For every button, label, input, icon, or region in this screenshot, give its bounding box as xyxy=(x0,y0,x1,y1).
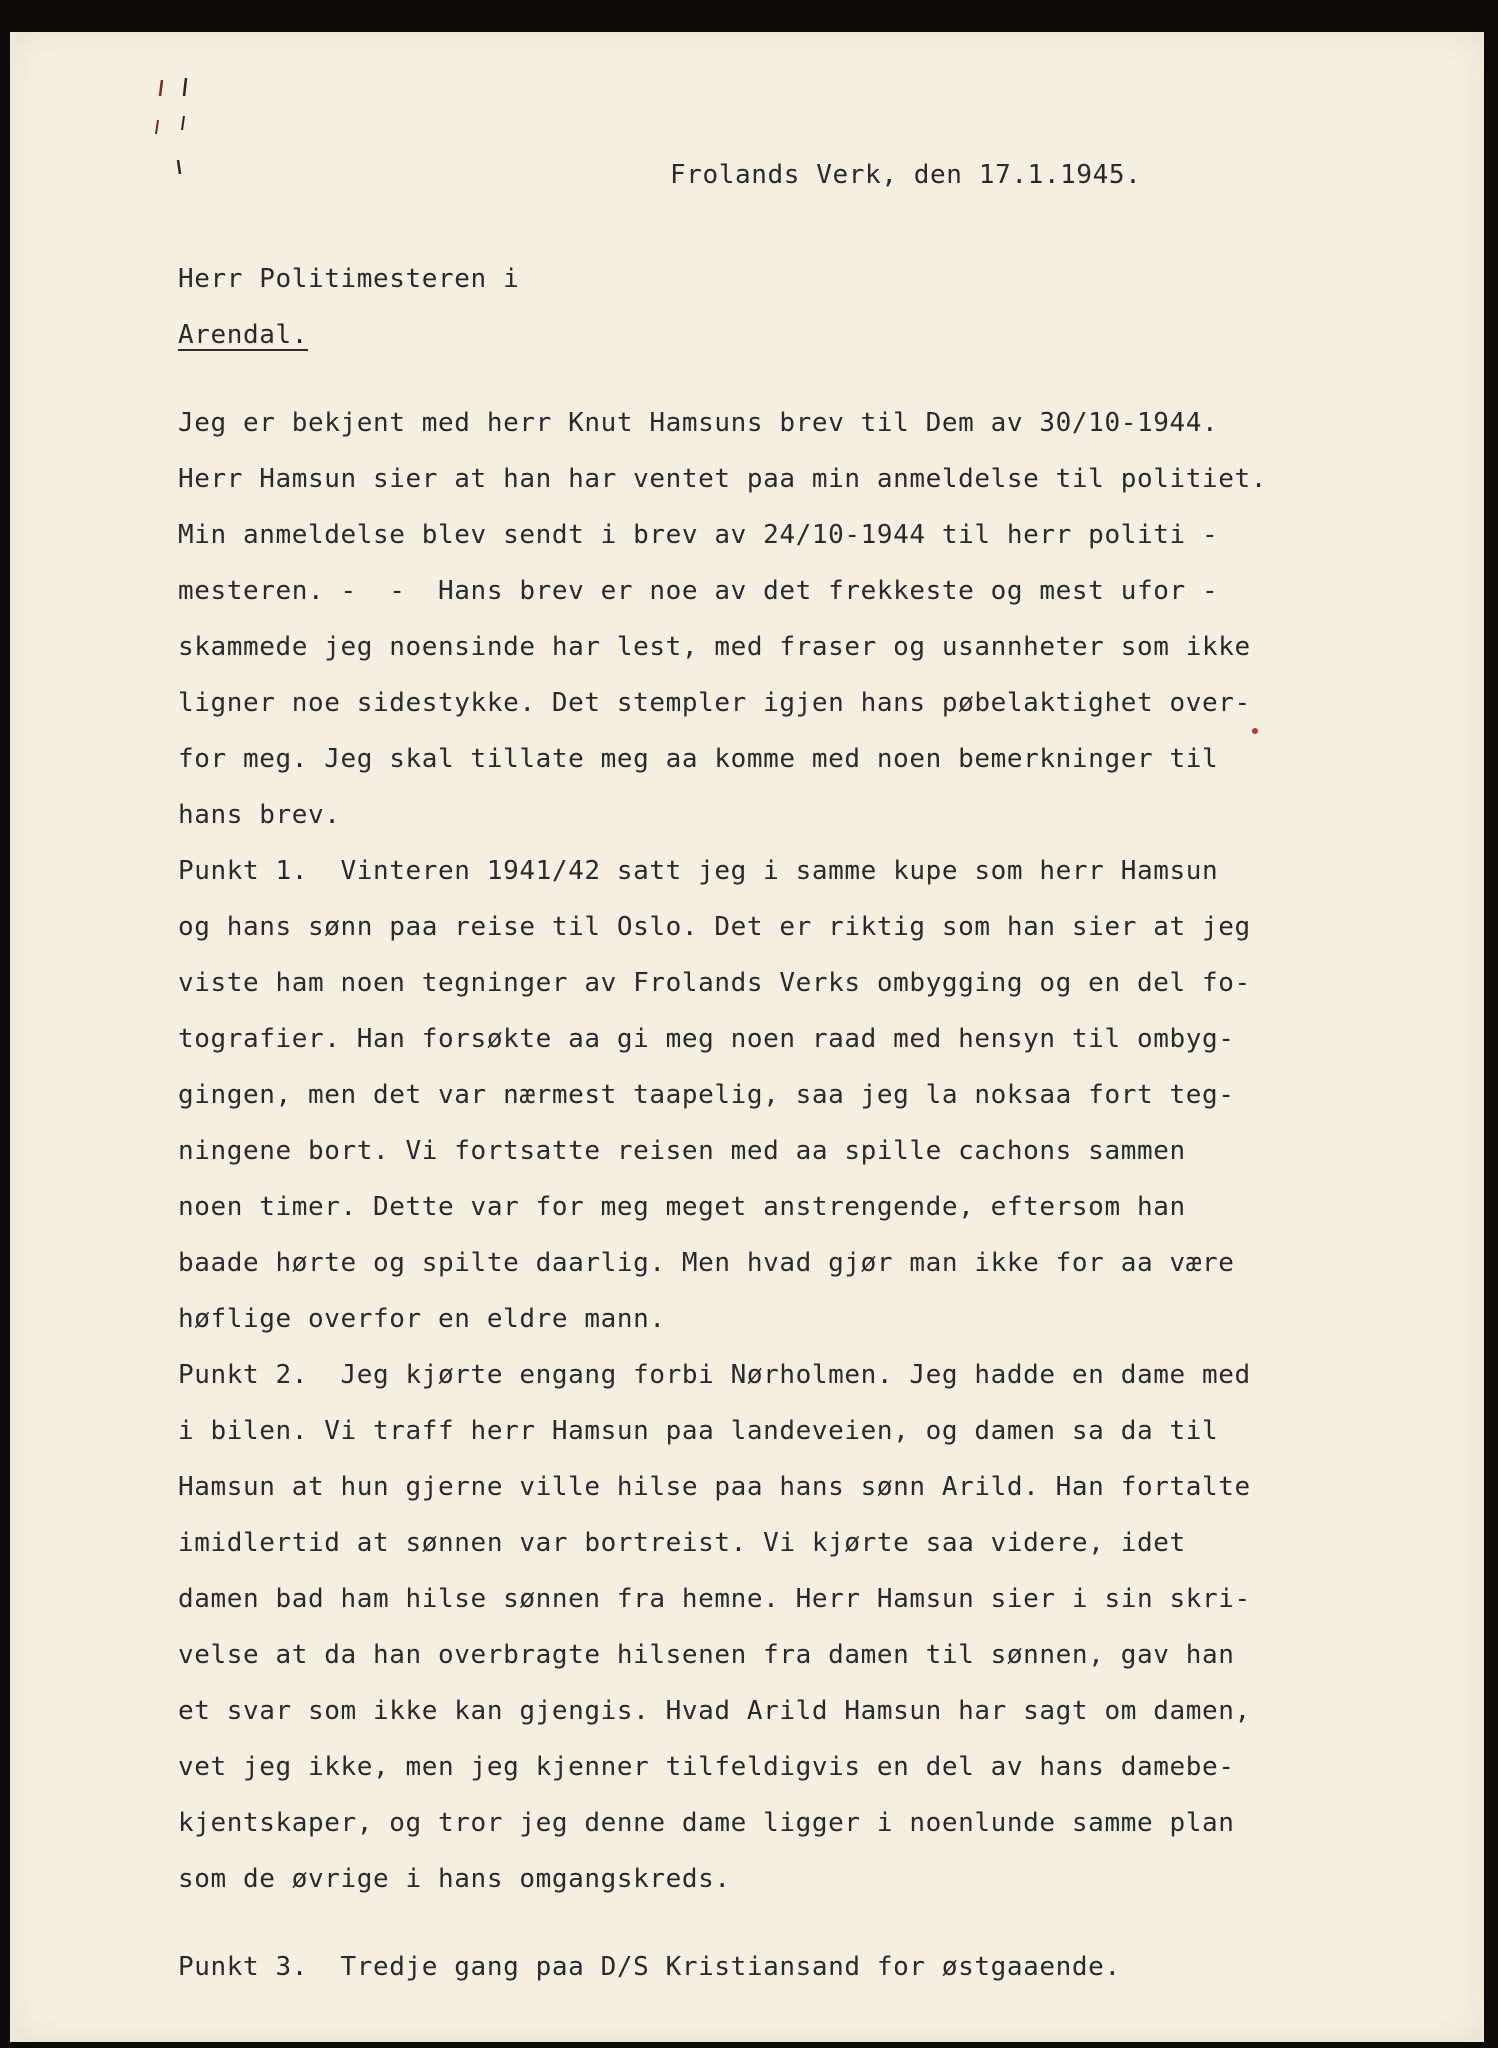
body-line: hans brev. xyxy=(178,800,341,830)
body-line: velse at da han overbragte hilsenen fra damen til sønnen, gav han xyxy=(178,1640,1235,1670)
margin-pencil-marks xyxy=(150,72,220,182)
body-line: høflige overfor en eldre mann. xyxy=(178,1304,666,1334)
body-line: gingen, men det var nærmest taapelig, saa jeg la noksaa fort teg- xyxy=(178,1080,1235,1110)
body-line: for meg. Jeg skal tillate meg aa komme med noen bemerkninger til xyxy=(178,744,1219,774)
body-line: Min anmeldelse blev sendt i brev av 24/10-1944 til herr politi - xyxy=(178,520,1219,550)
body-line: damen bad ham hilse sønnen fra hemne. Herr Hamsun sier i sin skri- xyxy=(178,1584,1251,1614)
body-line: ningene bort. Vi fortsatte reisen med aa spille cachons sammen xyxy=(178,1136,1186,1166)
body-line: et svar som ikke kan gjengis. Hvad Arild Hamsun har sagt om damen, xyxy=(178,1696,1251,1726)
body-line: ligner noe sidestykke. Det stempler igjen hans pøbelaktighet over- xyxy=(178,688,1251,718)
body-line: viste ham noen tegninger av Frolands Verks ombygging og en del fo- xyxy=(178,968,1251,998)
body-line: baade hørte og spilte daarlig. Men hvad gjør man ikke for aa være xyxy=(178,1248,1235,1278)
body-line: i bilen. Vi traff herr Hamsun paa landeveien, og damen sa da til xyxy=(178,1416,1219,1446)
body-line: tografier. Han forsøkte aa gi meg noen raad med hensyn til ombyg- xyxy=(178,1024,1235,1054)
body-line: som de øvrige i hans omgangskreds. xyxy=(178,1864,731,1894)
body-line: Hamsun at hun gjerne ville hilse paa hans sønn Arild. Han fortalte xyxy=(178,1472,1251,1502)
body-line: mesteren. - - Hans brev er noe av det frekkeste og mest ufor - xyxy=(178,576,1219,606)
body-line: Herr Hamsun sier at han har ventet paa min anmeldelse til politiet. xyxy=(178,464,1267,494)
body-line: kjentskaper, og tror jeg denne dame ligger i noenlunde samme plan xyxy=(178,1808,1235,1838)
body-line: Punkt 2. Jeg kjørte engang forbi Nørholmen. Jeg hadde en dame med xyxy=(178,1360,1251,1390)
body-line: imidlertid at sønnen var bortreist. Vi kjørte saa videre, idet xyxy=(178,1528,1186,1558)
salutation: Herr Politimesteren i xyxy=(178,264,520,294)
body-line: Jeg er bekjent med herr Knut Hamsuns brev til Dem av 30/10-1944. xyxy=(178,408,1219,438)
dateline: Frolands Verk, den 17.1.1945. xyxy=(670,160,1142,190)
body-line: vet jeg ikke, men jeg kjenner tilfeldigvis en del av hans damebe- xyxy=(178,1752,1235,1782)
recipient-city: Arendal. xyxy=(178,320,309,350)
letter-page xyxy=(10,32,1484,2042)
body-line: Punkt 3. Tredje gang paa D/S Kristiansand for østgaaende. xyxy=(178,1952,1121,1982)
body-line: noen timer. Dette var for meg meget anstrengende, eftersom han xyxy=(178,1192,1186,1222)
body-line: skammede jeg noensinde har lest, med fraser og usannheter som ikke xyxy=(178,632,1251,662)
body-line: Punkt 1. Vinteren 1941/42 satt jeg i samme kupe som herr Hamsun xyxy=(178,856,1219,886)
ink-spot xyxy=(1252,728,1258,734)
body-line: og hans sønn paa reise til Oslo. Det er riktig som han sier at jeg xyxy=(178,912,1251,942)
